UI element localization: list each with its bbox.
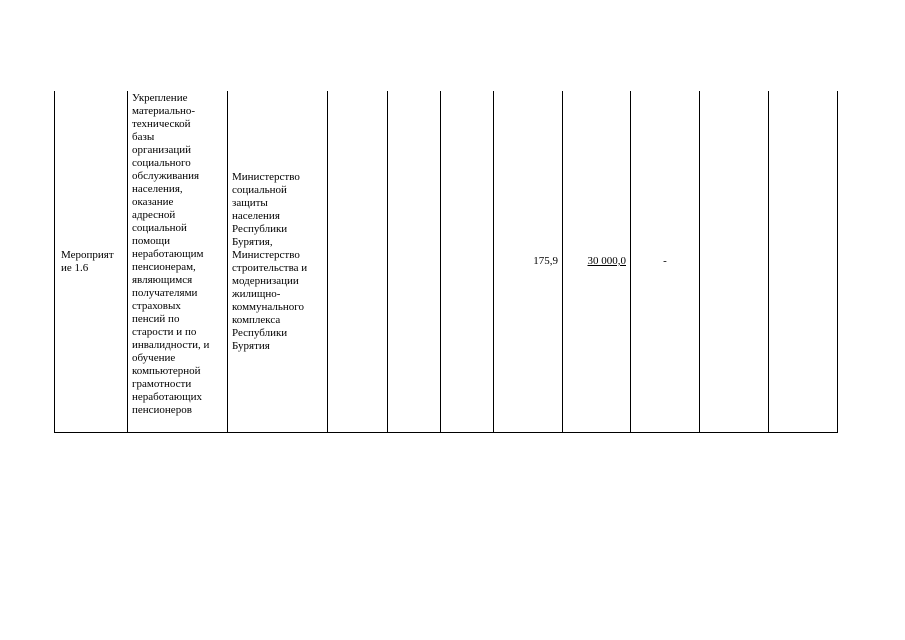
program-table [54, 91, 838, 433]
empty-cell-5 [388, 91, 441, 433]
empty-cell-6 [441, 91, 494, 433]
measure-name-cell: Укрепление материально- технической базы организаций социального обслуживания населения, оказание адресной социальной помощи неработающим пенсионерам, являющимся получателями страховых пенсий по старости и по инвалидности, и обучение компьютерной грамотности неработающих пенсионеров [128, 91, 228, 433]
value-cell-3: - [631, 91, 700, 433]
empty-cell-11 [769, 91, 838, 433]
table-row [55, 91, 838, 433]
value-cell-2: 30 000,0 [563, 91, 631, 433]
measure-code-cell: Мероприят ие 1.6 [55, 91, 128, 433]
empty-cell-10 [700, 91, 769, 433]
empty-cell-4 [328, 91, 388, 433]
value-cell-1: 175,9 [494, 91, 563, 433]
executor-cell: Министерство социальной защиты населения Республики Бурятия, Министерство строительства и модернизации жилищно- коммунального комплекса Республики Бурятия [228, 91, 328, 433]
